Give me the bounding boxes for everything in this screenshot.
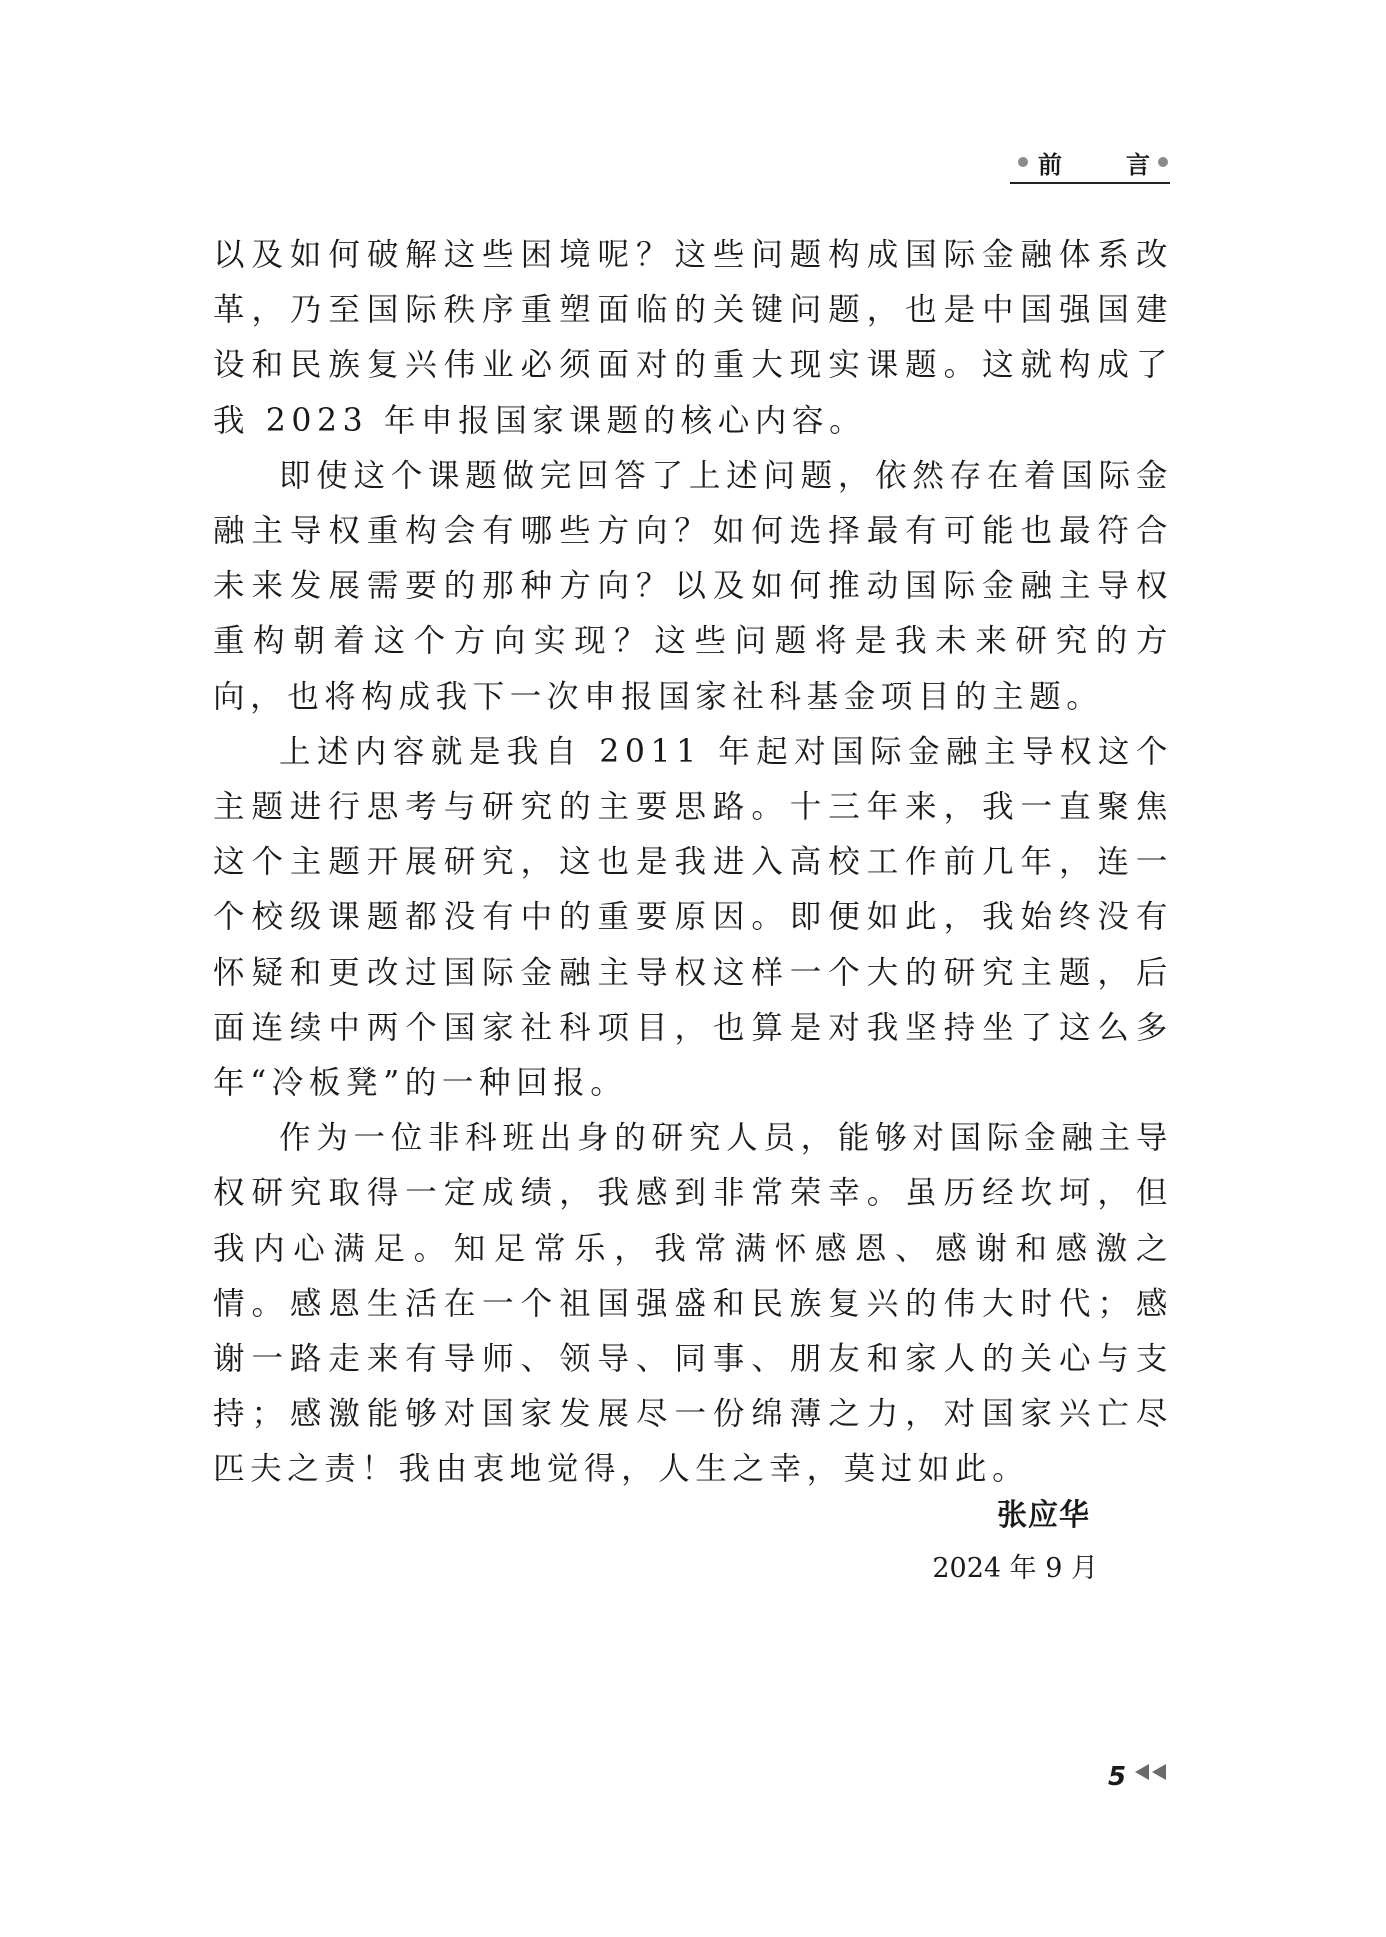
body-text bbox=[213, 228, 1173, 1498]
header-title-char: 言 bbox=[1126, 150, 1150, 179]
header-title bbox=[1038, 145, 1150, 180]
page-number: 5 bbox=[1108, 1762, 1127, 1792]
paragraph: 即使这个课题做完回答了上述问题，依然存在着国际金融主导权重构会有哪些方向？如何选择最有可能也最符合未来发展需要的那种方向？以及如何推动国际金融主导权重构朝着这个方向实现？这些问题将是我未来研究的方向，也将构成我下一次申报国家社科基金项目的主题。 bbox=[213, 457, 1173, 715]
header-dot-icon bbox=[1158, 157, 1168, 167]
triangle-left-icon bbox=[1135, 1764, 1149, 1780]
header-dot-icon bbox=[1018, 157, 1028, 167]
header-title-char: 前 bbox=[1038, 150, 1062, 179]
signature-date: 2024 年 9 月 bbox=[932, 1553, 1098, 1584]
paragraph: 以及如何破解这些困境呢？这些问题构成国际金融体系改革，乃至国际秩序重塑面临的关键问题，也是中国强国建设和民族复兴伟业必须面对的重大现实课题。这就构成了我 2023 年申报国家课题的核心内容。 bbox=[213, 237, 1173, 439]
running-header bbox=[1010, 148, 1170, 184]
paragraph: 作为一位非科班出身的研究人员，能够对国际金融主导权研究取得一定成绩，我感到非常荣幸。虽历经坎坷，但我内心满足。知足常乐，我常满怀感恩、感谢和感激之情。感恩生活在一个祖国强盛和民族复兴的伟大时代；感谢一路走来有导师、领导、同事、朋友和家人的关心与支持；感激能够对国家发展尽一份绵薄之力，对国家兴亡尽匹夫之责！我由衷地觉得，人生之幸，莫过如此。 bbox=[213, 1120, 1173, 1488]
triangle-left-icon bbox=[1152, 1764, 1166, 1780]
signature-author: 张应华 bbox=[997, 1498, 1090, 1533]
page-marker-icon bbox=[1132, 1764, 1166, 1780]
paragraph: 上述内容就是我自 2011 年起对国际金融主导权这个主题进行思考与研究的主要思路。十三年来，我一直聚焦这个主题开展研究，这也是我进入高校工作前几年，连一个校级课题都没有中的重要原因。即便如此，我始终没有怀疑和更改过国际金融主导权这样一个大的研究主题，后面连续中两个国家社科项目，也算是对我坚持坐了这么多年“冷板凳”的一种回报。 bbox=[213, 733, 1173, 1102]
